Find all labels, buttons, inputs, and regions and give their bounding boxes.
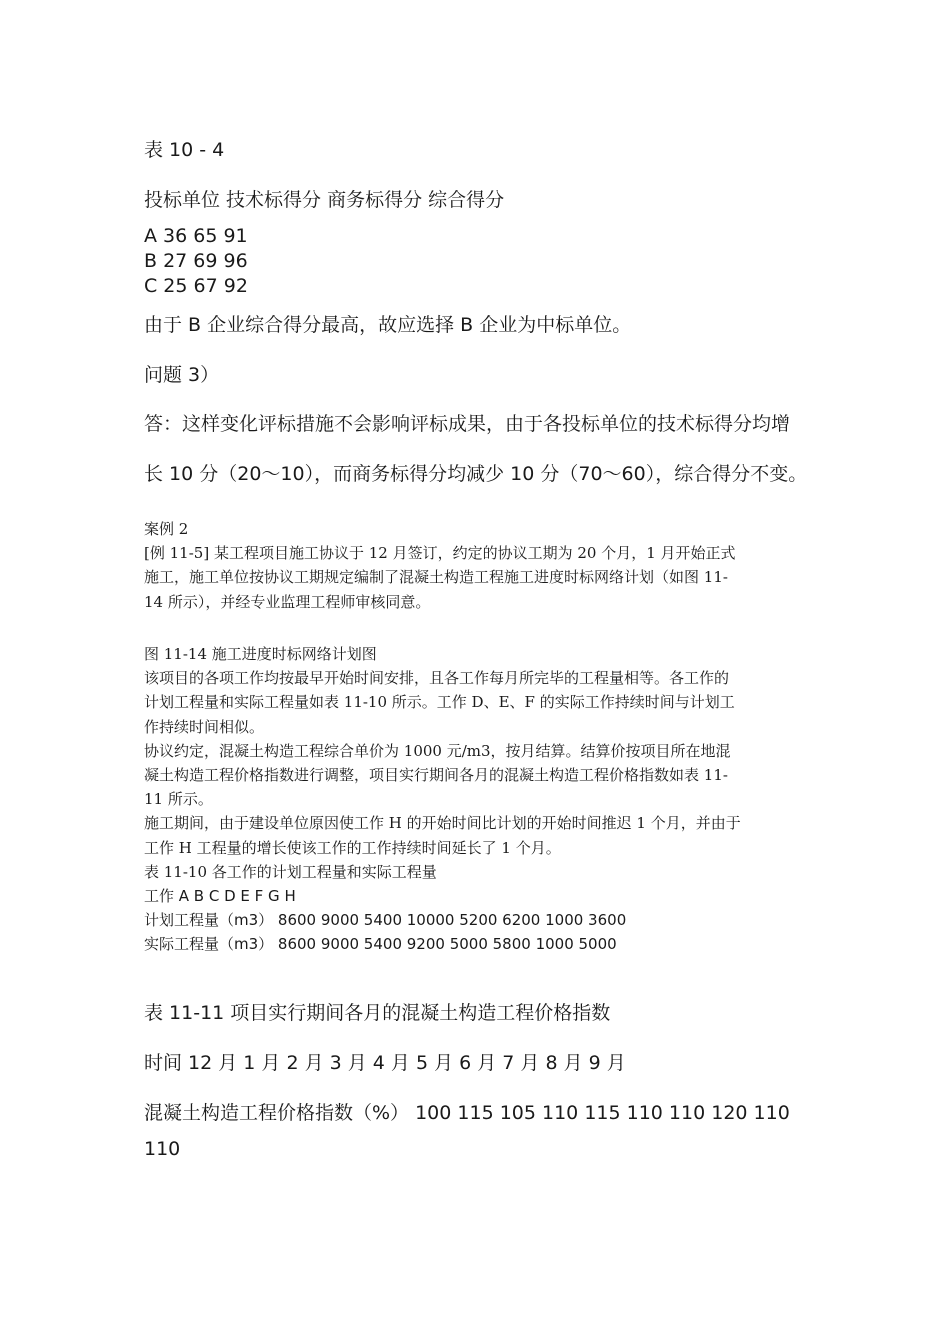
table-11-10-planned: 计划工程量（m3） 8600 9000 5400 10000 5200 6200 1000 3600	[144, 911, 627, 930]
table-11-10-actual: 实际工程量（m3） 8600 9000 5400 9200 5000 5800 1000 5000	[144, 935, 617, 954]
answer-line-1: 答：这样变化评标措施不会影响评标成果，由于各投标单位的技术标得分均增	[144, 413, 791, 435]
body-line: 施工期间，由于建设单位原因使工作 H 的开始时间比计划的开始时间推迟 1 个月，并由于	[144, 814, 741, 833]
case-intro-line: [例 11-5] 某工程项目施工协议于 12 月签订，约定的协议工期为 20 个月，1 月开始正式	[144, 544, 736, 563]
table-11-10-caption: 表 11-10 各工作的计划工程量和实际工程量	[144, 862, 437, 881]
conclusion-text: 由于 B 企业综合得分最高，故应选择 B 企业为中标单位。	[144, 314, 632, 336]
body-line: 11 所示。	[144, 790, 213, 809]
table-11-11-title: 表 11-11 项目实行期间各月的混凝土构造工程价格指数	[144, 1002, 611, 1024]
case-2-body	[144, 642, 808, 957]
body-line: 协议约定，混凝土构造工程综合单价为 1000 元/m3，按月结算。结算价按项目所在地混	[144, 741, 731, 760]
body-line: 工作 H 工程量的增长使该工作的工作持续时间延长了 1 个月。	[144, 838, 561, 857]
body-line: 该项目的各项工作均按最早开始时间安排，且各工作每月所完毕的工程量相等。各工作的	[144, 669, 730, 688]
table-row-a: A 36 65 91	[144, 225, 248, 247]
table-title-10-4: 表 10 - 4	[144, 139, 225, 161]
body-line: 计划工程量和实际工程量如表 11-10 所示。工作 D、E、F 的实际工作持续时间与计划工	[144, 693, 735, 712]
body-line: 凝土构造工程价格指数进行调整，项目实行期间各月的混凝土构造工程价格指数如表 11-	[144, 766, 728, 785]
case-title: 案例 2	[144, 520, 189, 538]
question-3-heading: 问题 3）	[144, 364, 220, 386]
case-2-block	[144, 517, 808, 614]
case-intro-line: 施工，施工单位按协议工期规定编制了混凝土构造工程施工进度时标网络计划（如图 11-	[144, 568, 728, 587]
table-row-b: B 27 69 96	[144, 250, 248, 272]
table-11-11-time-row: 时间 12 月 1 月 2 月 3 月 4 月 5 月 6 月 7 月 8 月 9 月	[144, 1052, 626, 1074]
table-11-11-index-row: 混凝土构造工程价格指数（%） 100 115 105 110 115 110 110 120 110	[144, 1102, 790, 1124]
answer-line-2: 长 10 分（20～10），而商务标得分均减少 10 分（70～60），综合得分不变。	[144, 463, 808, 485]
table-11-11-index-row-cont: 110	[144, 1138, 181, 1160]
body-line: 作持续时间相似。	[144, 717, 265, 736]
case-intro-line: 14 所示），并经专业监理工程师审核同意。	[144, 592, 431, 611]
figure-caption: 图 11-14 施工进度时标网络计划图	[144, 645, 377, 663]
table-11-10-header: 工作 A B C D E F G H	[144, 887, 296, 906]
table-header-10-4: 投标单位 技术标得分 商务标得分 综合得分	[144, 189, 505, 211]
table-row-c: C 25 67 92	[144, 275, 248, 297]
